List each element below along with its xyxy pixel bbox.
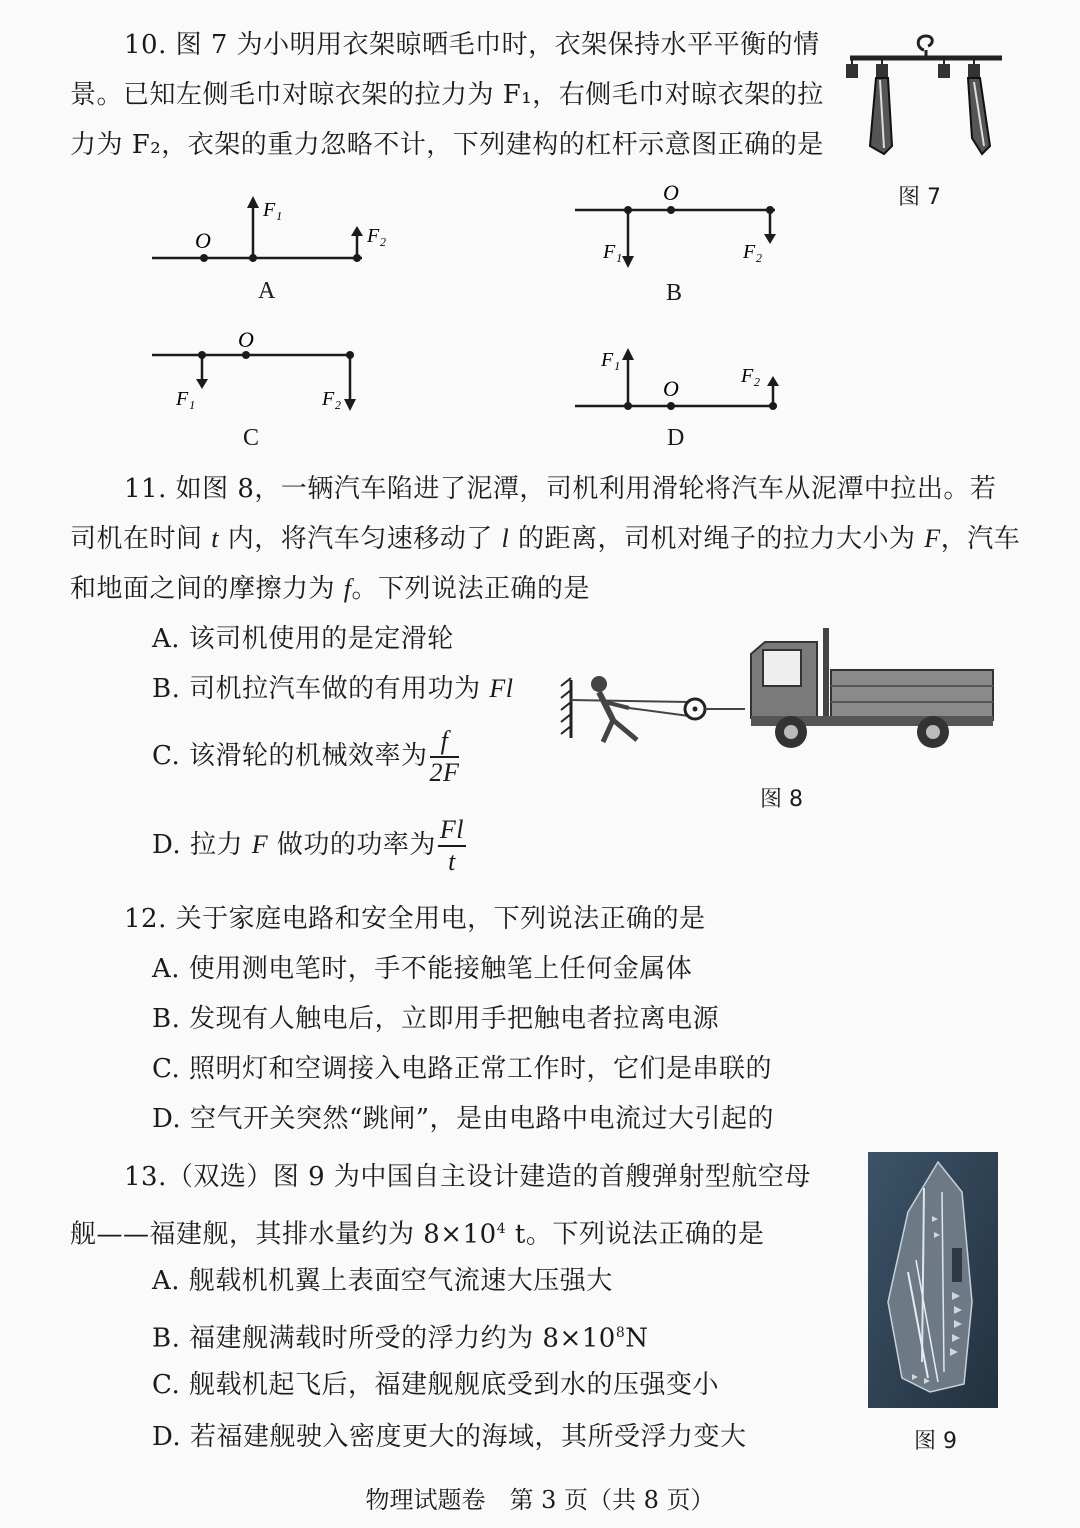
q10-line2: 景。已知左侧毛巾对晾衣架的拉力为 F₁，右侧毛巾对晾衣架的拉 <box>70 80 824 110</box>
fig7-caption: 图 7 <box>898 185 941 210</box>
lever-a-pivot-label: O <box>195 228 211 253</box>
q11-line3: 和地面之间的摩擦力为 f。下列说法正确的是 <box>70 574 591 604</box>
fig9-caption: 图 9 <box>914 1429 957 1454</box>
fig8-caption: 图 8 <box>760 787 803 812</box>
q11-line2: 司机在时间 t 内，将汽车匀速移动了 l 的距离，司机对绳子的拉力大小为 F，汽车 <box>70 524 1021 554</box>
lever-b-f1-label: F₁ <box>603 241 623 263</box>
lever-c-pivot-label: O <box>238 327 254 352</box>
lever-diagram-d <box>565 340 795 420</box>
option-c-label: C <box>243 425 260 451</box>
power-fraction: $\frac{Fl}{t}$ <box>439 815 464 876</box>
option-a-label: A <box>258 278 276 304</box>
lever-d-pivot-label: O <box>663 376 679 401</box>
q12-option-a: A. 使用测电笔时，手不能接触笔上任何金属体 <box>152 954 693 984</box>
lever-b-f2-label: F₂ <box>743 241 763 263</box>
q12-option-c: C. 照明灯和空调接入电路正常工作时，它们是串联的 <box>152 1054 772 1084</box>
lever-diagram-c <box>140 325 380 415</box>
q11-option-d: D. 拉力 F 做功的功率为 $\frac{Fl}{t}$ <box>152 815 464 876</box>
q11-option-c: C. 该滑轮的机械效率为 $\frac{f}{2F}$ <box>152 726 460 787</box>
q11-line1: 11. 如图 8，一辆汽车陷进了泥潭，司机利用滑轮将汽车从泥潭中拉出。若 <box>124 474 997 504</box>
lever-c-f1-label: F₁ <box>176 388 196 410</box>
aircraft-carrier-photo <box>868 1152 998 1408</box>
lever-diagram-a <box>140 190 400 280</box>
q12-option-d: D. 空气开关突然“跳闸”，是由电路中电流过大引起的 <box>152 1104 775 1134</box>
q13-option-c: C. 舰载机起飞后，福建舰舰底受到水的压强变小 <box>152 1370 719 1400</box>
truck-pulley-figure <box>555 620 1005 760</box>
q10-line3: 力为 F₂，衣架的重力忽略不计，下列建构的杠杆示意图正确的是 <box>70 130 824 160</box>
q11-option-b: B. 司机拉汽车做的有用功为 Fl <box>152 674 514 704</box>
option-d-label: D <box>667 425 685 451</box>
lever-d-f1-label: F₁ <box>601 349 621 371</box>
option-b-label: B <box>666 280 683 306</box>
lever-b-pivot-label: O <box>663 180 679 205</box>
lever-diagram-b <box>565 178 795 278</box>
q13-option-a: A. 舰载机机翼上表面空气流速大压强大 <box>152 1266 613 1296</box>
lever-d-f2-label: F₂ <box>741 365 761 387</box>
q11-option-a: A. 该司机使用的是定滑轮 <box>152 624 454 654</box>
q13-option-b: B. 福建舰满载时所受的浮力约为 $8\times 10^8N$ <box>152 1323 649 1354</box>
q13-line2: 舰——福建舰，其排水量约为 $8\times 10^4$ t。下列说法正确的是 <box>70 1219 765 1250</box>
lever-c-f2-label: F₂ <box>322 388 342 410</box>
q13-line1: 13.（双选）图 9 为中国自主设计建造的首艘弹射型航空母 <box>124 1162 811 1192</box>
hanger-figure <box>840 28 1010 168</box>
page-footer: 物理试题卷 第 3 页（共 8 页） <box>365 1486 715 1514</box>
lever-a-f2-label: F₂ <box>367 225 387 247</box>
lever-a-f1-label: F₁ <box>263 199 283 221</box>
q12-option-b: B. 发现有人触电后，立即用手把触电者拉离电源 <box>152 1004 720 1034</box>
efficiency-fraction: $\frac{f}{2F}$ <box>429 726 460 787</box>
q13-option-d: D. 若福建舰驶入密度更大的海域，其所受浮力变大 <box>152 1422 747 1452</box>
q10-line1: 10. 图 7 为小明用衣架晾晒毛巾时，衣架保持水平平衡的情 <box>124 30 820 60</box>
q12-stem: 12. 关于家庭电路和安全用电，下列说法正确的是 <box>124 904 706 934</box>
